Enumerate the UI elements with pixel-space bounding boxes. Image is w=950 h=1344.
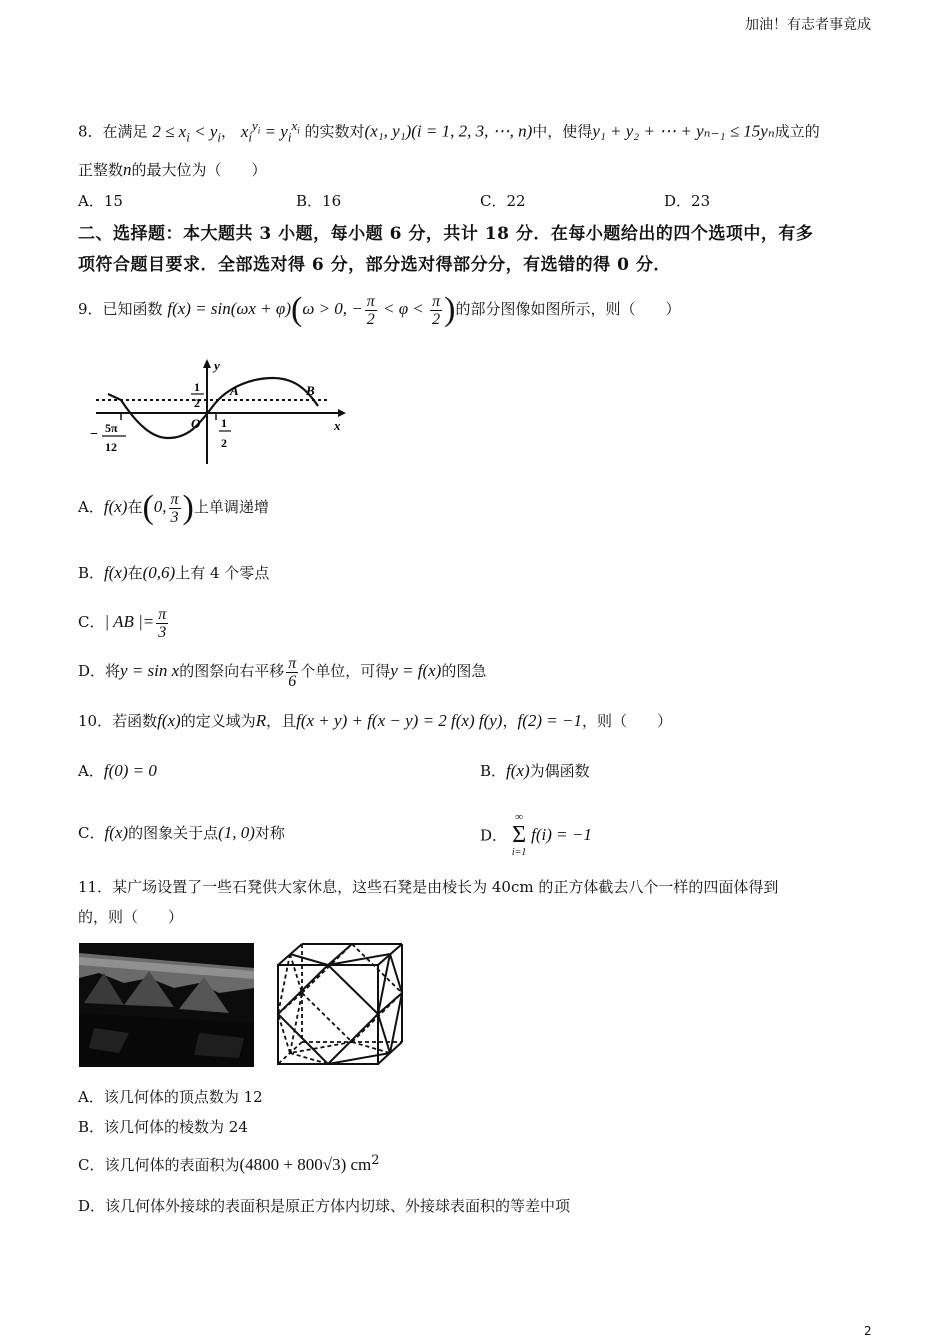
q8-sep: ， bbox=[221, 122, 237, 141]
q9-option-c[interactable]: C．| AB |= $\frac{\pi}{3}$ bbox=[78, 605, 167, 641]
q11-option-b[interactable]: B．该几何体的棱数为 24 bbox=[78, 1118, 248, 1136]
q8-text-a: 在满足 bbox=[102, 122, 148, 141]
truncated-cube-diagram bbox=[275, 941, 405, 1067]
q10-option-b[interactable]: B．f(x)为偶函数 bbox=[480, 761, 590, 780]
q10-option-c[interactable]: C．f(x)的图象关于点(1, 0)对称 bbox=[78, 823, 285, 842]
header-motto: 加油！有志者事竟成 bbox=[745, 17, 871, 33]
q8-n: n bbox=[123, 160, 132, 179]
graph-half-den-y: 2 bbox=[194, 396, 200, 410]
graph-half-num-x: 1 bbox=[221, 416, 227, 430]
question-10-stem: 10．若函数f(x)的定义域为R，且f(x + y) + f(x − y) = 2 f(x) f(y)，f(2) = −1，则（ ） bbox=[78, 711, 672, 730]
q8-option-c[interactable]: C．22 bbox=[480, 192, 526, 210]
graph-5pi: 5π bbox=[105, 421, 118, 435]
q8-line2-b: 的最大位为（ ） bbox=[131, 161, 267, 179]
q9-option-d[interactable]: D．将y = sin x的图祭向右平移 $\frac{\pi}{6}$ 个单位，可得y = f(x)的图急 bbox=[78, 654, 487, 690]
question-11-line-2: 的，则（ ） bbox=[78, 908, 184, 926]
q8-option-b[interactable]: B．16 bbox=[296, 192, 342, 210]
q9-sine-graph bbox=[88, 356, 348, 466]
graph-y-label: y bbox=[214, 358, 220, 373]
stone-stool-photo bbox=[79, 943, 254, 1067]
question-8-number: 8． bbox=[78, 122, 103, 141]
q9-cond-a: ω > 0, − bbox=[302, 299, 363, 318]
graph-neg-sign: − bbox=[90, 427, 98, 442]
section-2-heading-line-1: 二、选择题：本大题共 3 小题，每小题 6 分，共计 18 分．在每小题给出的四个选项中，有多 bbox=[78, 224, 814, 244]
graph-half-num-y: 1 bbox=[194, 380, 200, 394]
graph-point-b: B bbox=[306, 383, 315, 398]
q8-text-c: 中，使得 bbox=[532, 122, 593, 141]
q10-option-d[interactable]: D． ∞ Σ i=1 f(i) = −1 bbox=[480, 811, 592, 858]
q9-text-a: 已知函数 bbox=[102, 300, 163, 318]
q8-option-a[interactable]: A．15 bbox=[78, 192, 123, 210]
q8-sum: y₁ + y₂ + ⋯ + yₙ₋₁ ≤ 15yₙ bbox=[592, 121, 775, 141]
section-2-heading-line-2: 项符合题目要求．全部选对得 6 分，部分选对得部分分，有选错的得 0 分． bbox=[78, 255, 671, 275]
q9-cond-b: < φ < bbox=[378, 299, 429, 318]
q9-text-b: 的部分图像如图所示，则（ ） bbox=[455, 300, 681, 318]
question-8-line-1 bbox=[78, 118, 820, 145]
q8-condition-2: $x_i^{y_i} = y_i^{x_i}$ bbox=[240, 118, 300, 145]
q8-text-b: 的实数对 bbox=[304, 122, 365, 141]
q8-pair: (x₁, y₁)(i = 1, 2, 3, ⋯, n) bbox=[364, 121, 533, 141]
q9-function: f(x) = sin(ωx + φ) bbox=[167, 299, 291, 318]
sigma-sum: ∞ Σ i=1 bbox=[511, 811, 527, 858]
q9-option-b[interactable]: B．f(x)在(0,6)上有 4 个零点 bbox=[78, 563, 270, 582]
q9-option-a[interactable]: A．f(x)在(0, $\frac{\pi}{3}$ )上单调递增 bbox=[78, 489, 269, 526]
graph-origin-label: O bbox=[191, 416, 201, 431]
q11-option-a[interactable]: A．该几何体的顶点数为 12 bbox=[78, 1088, 263, 1106]
q11-option-c[interactable]: C．该几何体的表面积为(4800 + 800√3) $cm^2$ bbox=[78, 1153, 380, 1174]
q11-option-d[interactable]: D．该几何体外接球的表面积是原正方体内切球、外接球表面积的等差中项 bbox=[78, 1197, 571, 1215]
graph-x-label: x bbox=[334, 418, 341, 433]
q8-text-d: 成立的 bbox=[774, 122, 820, 141]
question-11-line-1: 11．某广场设置了一些石凳供大家休息，这些石凳是由棱长为 40cm 的正方体截去八个一样的四面体得到 bbox=[78, 878, 779, 896]
q8-condition-1: $2 \le x_i < y_i$ bbox=[152, 121, 222, 145]
graph-half-den-x: 2 bbox=[221, 436, 227, 450]
graph-point-a: A bbox=[230, 383, 239, 398]
question-8-line-2 bbox=[78, 159, 267, 180]
question-9-stem: 9．已知函数 f(x) = sin(ωx + φ)(ω > 0, − $\frac{\pi}{2}$ < φ < $\frac{\pi}{2}$ )的部分图像如图所示，则（ ） bbox=[78, 291, 681, 328]
q9-frac-1: $\frac{\pi}{2}$ bbox=[366, 292, 375, 328]
page-number: 2 bbox=[864, 1324, 872, 1338]
q10-option-a[interactable]: A．f(0) = 0 bbox=[78, 761, 157, 780]
q9-frac-2: $\frac{\pi}{2}$ bbox=[432, 292, 441, 328]
graph-12: 12 bbox=[105, 440, 117, 454]
q9-number: 9． bbox=[78, 300, 103, 318]
q8-option-d[interactable]: D．23 bbox=[664, 192, 711, 210]
q8-line2-a: 正整数 bbox=[78, 161, 124, 179]
